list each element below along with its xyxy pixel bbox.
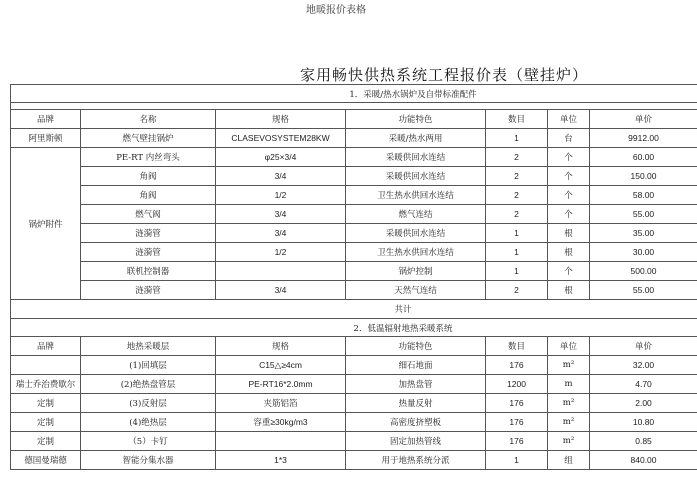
accessory-qty: 2: [486, 148, 548, 167]
layer-price: 840.00: [590, 451, 697, 470]
accessory-name: 角阀: [81, 186, 216, 205]
layer-price: 2.00: [590, 394, 697, 413]
accessory-name: PE-RT 内丝弯头: [81, 148, 216, 167]
boiler-spec: CLASEVOSYSTEM28KW: [216, 129, 346, 148]
layer-feature: 细石地面: [346, 356, 486, 375]
floor-heating-row: [11, 375, 697, 394]
accessory-feature: 卫生热水供回水连结: [346, 186, 486, 205]
layer-unit: m²: [548, 394, 590, 413]
section1-title: 1．采暖/热水锅炉及自带标准配件: [11, 85, 697, 103]
boiler-unit: 台: [548, 129, 590, 148]
accessory-name: 涟漪管: [81, 224, 216, 243]
accessory-feature: 锅炉控制: [346, 262, 486, 281]
col-unit-header: 单位: [548, 110, 590, 129]
accessory-price: 500.00: [590, 262, 697, 281]
accessory-feature: 天然气连结: [346, 281, 486, 300]
accessory-price: 150.00: [590, 167, 697, 186]
layer-feature: 加热盘管: [346, 375, 486, 394]
layer-unit: m²: [548, 356, 590, 375]
layer-brand: [11, 356, 81, 375]
layer-name: (3)反射层: [81, 394, 216, 413]
col-feature-header: 功能特色: [346, 337, 486, 356]
accessory-spec: 3/4: [216, 224, 346, 243]
boiler-qty: 1: [486, 129, 548, 148]
section2-header-row: [11, 337, 697, 356]
col-qty-header: 数目: [486, 110, 548, 129]
layer-unit: 组: [548, 451, 590, 470]
accessory-qty: 2: [486, 281, 548, 300]
accessory-name: 燃气阀: [81, 205, 216, 224]
accessory-row: [11, 205, 697, 224]
accessory-qty: 1: [486, 262, 548, 281]
layer-brand: 德国曼瑞德: [11, 451, 81, 470]
floor-heating-row: [11, 432, 697, 451]
layer-name: (1)回填层: [81, 356, 216, 375]
layer-brand: 定制: [11, 413, 81, 432]
accessory-unit: 个: [548, 167, 590, 186]
layer-feature: 固定加热管线: [346, 432, 486, 451]
layer-unit: m²: [548, 413, 590, 432]
layer-feature: 用于地热系统分派: [346, 451, 486, 470]
accessory-name: 涟漪管: [81, 243, 216, 262]
accessory-unit: 个: [548, 148, 590, 167]
accessory-qty: 2: [486, 186, 548, 205]
accessory-price: 55.00: [590, 205, 697, 224]
boiler-name: 燃气壁挂锅炉: [81, 129, 216, 148]
accessory-row: [11, 281, 697, 300]
col-brand-header: 品牌: [11, 337, 81, 356]
col-layer-header: 地热采暖层: [81, 337, 216, 356]
floor-heating-row: [11, 451, 697, 470]
accessory-spec: [216, 262, 346, 281]
boiler-feature: 采暖/热水两用: [346, 129, 486, 148]
accessory-price: 55.00: [590, 281, 697, 300]
total-row: [11, 300, 697, 319]
accessory-feature: 燃气连结: [346, 205, 486, 224]
col-name-header: 名称: [81, 110, 216, 129]
accessory-row: [11, 167, 697, 186]
accessory-feature: 卫生热水供回水连结: [346, 243, 486, 262]
accessory-unit: 个: [548, 262, 590, 281]
col-spec-header: 规格: [216, 337, 346, 356]
accessory-name: 联机控制器: [81, 262, 216, 281]
col-feature-header: 功能特色: [346, 110, 486, 129]
document-title: 家用畅快供热系统工程报价表（壁挂炉）: [300, 66, 589, 84]
accessory-row: [11, 243, 697, 262]
boiler-price: 9912.00: [590, 129, 697, 148]
floor-heating-row: [11, 413, 697, 432]
floor-heating-row: [11, 356, 697, 375]
accessory-row: [11, 186, 697, 205]
accessory-price: 35.00: [590, 224, 697, 243]
boiler-brand: 阿里斯顿: [11, 129, 81, 148]
layer-qty: 1200: [486, 375, 548, 394]
accessory-spec: 1/2: [216, 186, 346, 205]
section2-title: 2．低温辐射地热采暖系统: [11, 319, 697, 337]
accessory-row: [11, 148, 697, 167]
accessory-spec: 3/4: [216, 281, 346, 300]
layer-spec: C15△≥4cm: [216, 356, 346, 375]
accessory-spec: 1/2: [216, 243, 346, 262]
layer-spec: 1*3: [216, 451, 346, 470]
accessory-feature: 采暖供回水连结: [346, 148, 486, 167]
layer-spec: PE-RT16*2.0mm: [216, 375, 346, 394]
accessory-qty: 1: [486, 243, 548, 262]
accessory-unit: 个: [548, 186, 590, 205]
section1-spacer-row: [11, 103, 697, 110]
total-label: 共计: [11, 300, 697, 319]
section1-header-row: [11, 110, 697, 129]
page-header: 地暖报价表格: [306, 5, 366, 16]
layer-qty: 176: [486, 394, 548, 413]
accessory-spec: 3/4: [216, 167, 346, 186]
accessory-row: [11, 262, 697, 281]
section2-title-row: [11, 319, 697, 337]
layer-qty: 176: [486, 432, 548, 451]
layer-unit: m: [548, 375, 590, 394]
accessory-qty: 2: [486, 167, 548, 186]
quote-table: [10, 84, 697, 470]
layer-price: 10.80: [590, 413, 697, 432]
col-price-header: 单价: [590, 337, 697, 356]
col-spec-header: 规格: [216, 110, 346, 129]
layer-spec: 容重≥30kg/m3: [216, 413, 346, 432]
layer-brand: 定制: [11, 394, 81, 413]
layer-brand: 瑞士乔治费歇尔: [11, 375, 81, 394]
layer-price: 4.70: [590, 375, 697, 394]
accessory-feature: 采暖供回水连结: [346, 167, 486, 186]
col-unit-header: 单位: [548, 337, 590, 356]
layer-name: （5）卡钉: [81, 432, 216, 451]
accessory-feature: 采暖供回水连结: [346, 224, 486, 243]
col-brand-header: 品牌: [11, 110, 81, 129]
section1-title-row: [11, 85, 697, 103]
layer-price: 0.85: [590, 432, 697, 451]
accessory-row: [11, 224, 697, 243]
accessory-spec: φ25×3/4: [216, 148, 346, 167]
layer-name: 智能分集水器: [81, 451, 216, 470]
layer-spec: [216, 432, 346, 451]
layer-qty: 176: [486, 356, 548, 375]
layer-qty: 1: [486, 451, 548, 470]
layer-unit: m²: [548, 432, 590, 451]
layer-feature: 热量反射: [346, 394, 486, 413]
accessory-price: 30.00: [590, 243, 697, 262]
accessory-unit: 根: [548, 224, 590, 243]
accessory-qty: 1: [486, 224, 548, 243]
layer-name: (2)绝热盘管层: [81, 375, 216, 394]
accessory-name: 角阀: [81, 167, 216, 186]
accessory-name: 涟漪管: [81, 281, 216, 300]
floor-heating-row: [11, 394, 697, 413]
layer-qty: 176: [486, 413, 548, 432]
accessory-price: 60.00: [590, 148, 697, 167]
accessory-unit: 个: [548, 205, 590, 224]
col-price-header: 单价: [590, 110, 697, 129]
layer-brand: 定制: [11, 432, 81, 451]
layer-name: (4)绝热层: [81, 413, 216, 432]
accessory-spec: 3/4: [216, 205, 346, 224]
boiler-row: [11, 129, 697, 148]
accessory-qty: 2: [486, 205, 548, 224]
accessory-group-label: 锅炉附件: [11, 148, 81, 300]
col-qty-header: 数目: [486, 337, 548, 356]
layer-feature: 高密度挤塑板: [346, 413, 486, 432]
layer-spec: 夹筋铝箔: [216, 394, 346, 413]
layer-price: 32.00: [590, 356, 697, 375]
accessory-unit: 根: [548, 243, 590, 262]
accessory-price: 58.00: [590, 186, 697, 205]
accessory-unit: 根: [548, 281, 590, 300]
